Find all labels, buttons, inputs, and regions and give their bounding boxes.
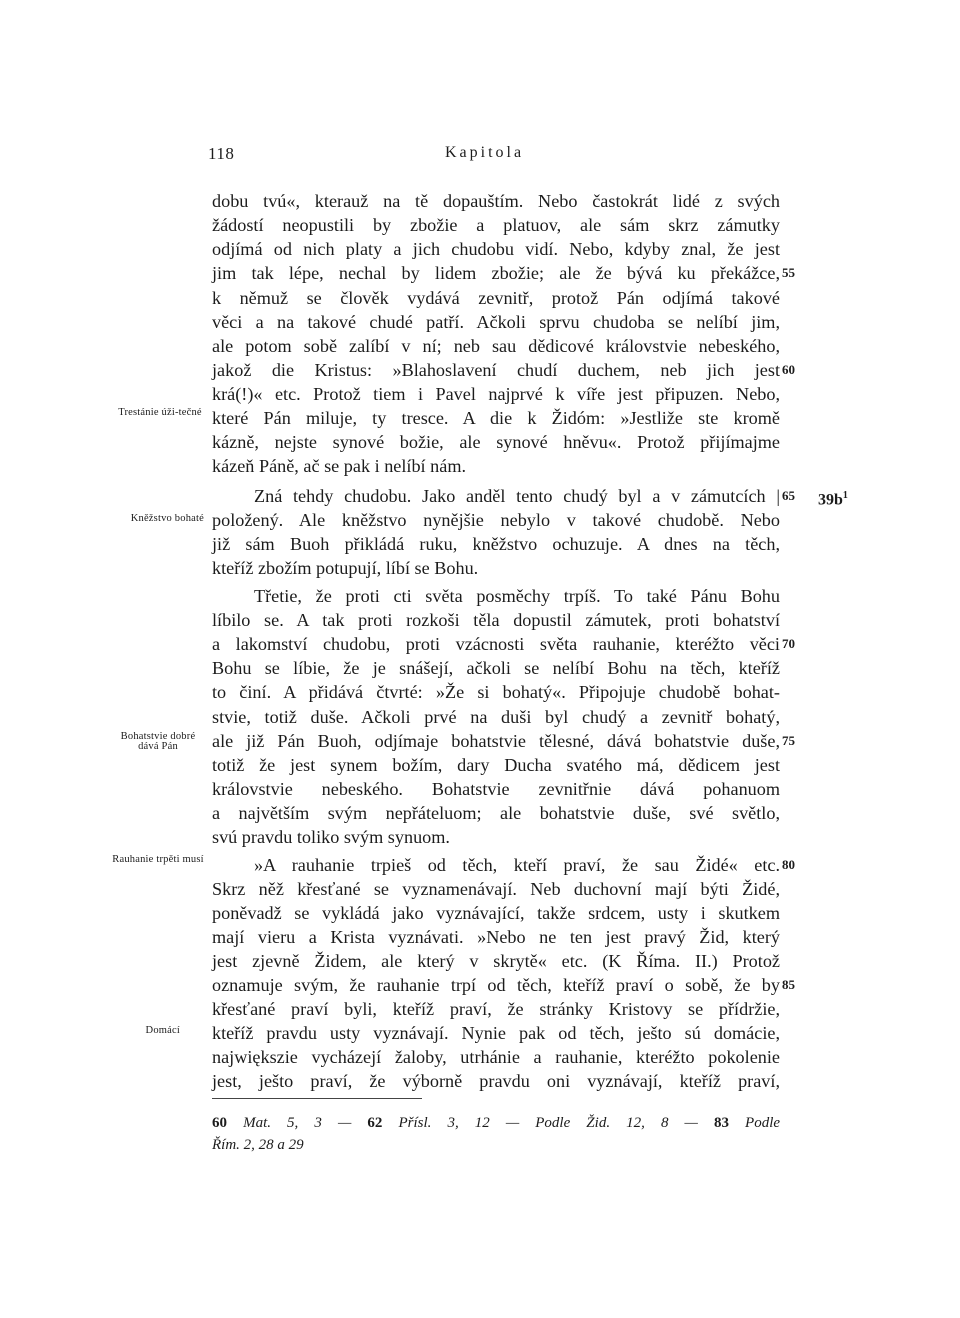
folio-label: 39b <box>818 491 843 509</box>
line-number: 60 <box>782 362 795 377</box>
footnote-text: Mat. 5, 3 — <box>243 1115 352 1131</box>
line-number: 55 <box>782 265 795 280</box>
text-line: Bohu se líbie, že je snášejí, ačkoli se nelíbí Bohu na těch, kteříž <box>212 658 780 678</box>
text-line: krá(!)« etc. Protož tiem i Pavel najprvé k víře jest připuzen. Nebo, <box>212 384 780 404</box>
folio-marker <box>818 484 848 512</box>
line-number: 65 <box>782 488 795 503</box>
text-line: mají vieru a Krista vyznávati. »Nebo ne ten jest pravý Žid, který <box>212 927 780 947</box>
marginal-note: Bohatstvie dobré dává Pán <box>120 731 196 752</box>
text-line: odjímá od nich platy a jich chudobu vidí. Nebo, kdyby znal, že jest <box>212 239 780 259</box>
footnote-text: Podle <box>745 1115 781 1131</box>
marginal-note: Kněžstvo bohaté <box>130 513 204 524</box>
text-line: položený. Ale kněžstvo nynějšie nebylo v takové chudobě. Nebo <box>212 510 780 530</box>
marginal-note: Domácí <box>145 1025 180 1036</box>
text-line: k němuž se člověk vydává zevnitř, protož Pán odjímá takové <box>212 288 780 308</box>
text-line: křesťané praví byli, kteříž praví, že stránky Kristovy se přídržie, <box>212 999 780 1019</box>
text-line: jakož die Kristus: »Blahoslavení chudí duchem, neb jich jest <box>212 360 780 380</box>
text-line: największie vycházejí žaloby, utrhánie a rauhanie, kteréžto pokolenie <box>212 1047 780 1067</box>
text-line: dobu tvú«, kterauž na tě dopauštím. Nebo častokrát lidé z svých <box>212 191 780 211</box>
text-line: stvie, totiž duše. Ačkoli prvé na duši byl chudý a zevnitř bohatý, <box>212 707 780 727</box>
text-line: líbilo se. A tak proti rozkoši těla dopustil zámutek, proti bohatství <box>212 610 780 630</box>
line-number: 70 <box>782 636 795 651</box>
text-line: kteříž pravdu usty vyznávají. Nynie pak od těch, ješto sú domácie, <box>212 1023 780 1043</box>
text-line: věci a na takové chudé patří. Ačkoli sprvu chudoba se nelíbí jim, <box>212 312 780 332</box>
footnote-line <box>212 1134 780 1156</box>
text-line: »A rauhanie trpieš od těch, kteří praví, že sau Židé« etc. <box>254 855 780 875</box>
footnote-rule <box>212 1098 422 1099</box>
text-line: kázeň Páně, ač se pak i nelíbí nám. <box>212 456 467 476</box>
footnote-line <box>212 1112 780 1134</box>
footnote-ref: 83 <box>713 1115 729 1131</box>
folio-sup: 1 <box>842 490 848 501</box>
marginal-note: Trestánie úži-tečné <box>118 407 202 418</box>
marginal-note: Rauhanie trpěti musí <box>112 854 204 865</box>
running-head: Kapitola <box>445 144 525 161</box>
text-line: poněvadž se vykládá jako vyznávající, takže srdcem, usty i skutkem <box>212 903 780 923</box>
footnote-text: Přísl. 3, 12 — Podle Žid. 12, 8 — <box>398 1115 698 1131</box>
text-line: již sám Buoh přikládá ruku, kněžstvo ochuzuje. A dnes na těch, <box>212 534 780 554</box>
text-line: žádostí neopustili by zbožie a platuov, ale sám skrz zámutky <box>212 215 780 235</box>
line-number: 80 <box>782 857 795 872</box>
footnote-ref: 60 <box>212 1115 227 1131</box>
text-line: a lakomství chudobu, proti vzácnosti světa rauhanie, kteréžto věci <box>212 634 780 654</box>
text-line: a najvětším svým nepřáteluom; ale bohatstvie duše, své světlo, <box>212 803 780 823</box>
text-line: jest, ješto praví, že výborně pravdu oni vyznávají, kteříž praví, <box>212 1071 780 1091</box>
footnote-text: Řím. 2, 28 a 29 <box>212 1137 304 1153</box>
text-line: jim tak lépe, nechal by lidem zbožie; ale že bývá ku překážce, <box>212 263 780 283</box>
text-line: kteříž zbožím potupují, líbí se Bohu. <box>212 558 479 578</box>
text-line: totiž že jest synem božím, dary Ducha svatého má, dědicem jest <box>212 755 780 775</box>
text-line: které Pán miluje, ty tresce. A die k Židóm: »Jestliže ste kromě <box>212 408 780 428</box>
text-line: královstvie nebeského. Bohatstvie zevnitřnie dává pohanuom <box>212 779 780 799</box>
text-line: Třetie, že proti cti světa posměchy trpíš. To také Pánu Bohu <box>254 586 780 606</box>
text-line: to činí. A přidává čtvrté: »Že si bohatý«. Připojuje chudobě bohat- <box>212 682 780 702</box>
text-line: jest zjevně Židem, ale který v skrytě« etc. (K Říma. II.) Protož <box>212 951 780 971</box>
text-line: Zná tehdy chudobu. Jako anděl tento chudý byl a v zámutcích | <box>254 486 780 506</box>
text-line: svú pravdu toliko svým synuom. <box>212 827 450 847</box>
text-line: Skrz něž křesťané se vyznamenávají. Neb duchovní mají býti Židé, <box>212 879 780 899</box>
text-line: oznamuje svým, že rauhanie trpí od těch, kteříž praví o sobě, že by <box>212 975 780 995</box>
line-number: 75 <box>782 733 795 748</box>
page-number: 118 <box>208 144 235 163</box>
text-line: ale již Pán Buoh, odjímaje bohatstvie tělesné, dává bohatstvie duše, <box>212 731 780 751</box>
line-number: 85 <box>782 977 795 992</box>
text-line: kázně, nejste synové božie, ale synové hněvu«. Protož přijímajme <box>212 432 780 452</box>
footnote-ref: 62 <box>367 1115 383 1131</box>
text-line: ale potom sobě zalíbí v ní; neb sau dědicové královstvie nebeského, <box>212 336 780 356</box>
page-header <box>0 144 960 168</box>
